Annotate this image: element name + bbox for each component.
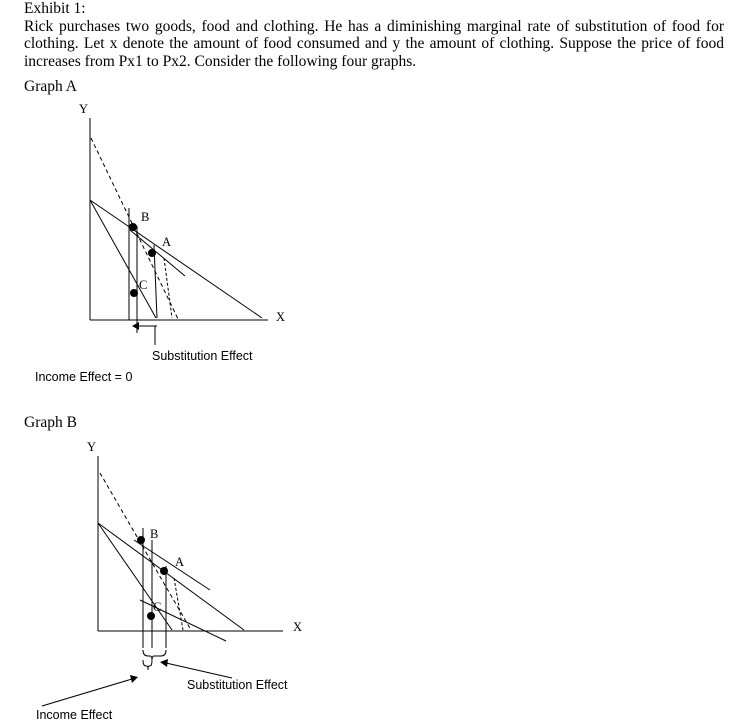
graph-a-dashed-vertical [164, 258, 172, 318]
graph-b-income-arrow-line [42, 679, 132, 706]
graph-b-income-arrow-head [130, 675, 138, 683]
exhibit-heading: Exhibit 1: [24, 0, 86, 17]
graph-b-substitution-arrow-head [160, 659, 168, 667]
graph-a-point-a [148, 249, 156, 257]
graph-b-label-a: A [175, 555, 185, 569]
exhibit-paragraph: Rick purchases two goods, food and clothing. He has a diminishing marginal rate of substitution of food for clothing. Let x denote the amount of food consumed and y the amount of clothing. Suppose the price of food increases from Px1 to Px2. Consider the following four graphs. [24, 17, 724, 70]
graph-a-point-b [129, 223, 137, 231]
graph-b-tangent-a [134, 540, 210, 590]
graph-b-budget-line-1 [98, 523, 244, 630]
graph-b-title: Graph B [24, 414, 77, 431]
graph-b-substitution-label: Substitution Effect [187, 678, 288, 692]
graph-a-label-c: C [139, 278, 148, 292]
graph-a [35, 102, 285, 384]
graph-a-substitution-label: Substitution Effect [152, 349, 253, 363]
graph-a-point-c [130, 289, 138, 297]
graph-a-tangent-a [130, 230, 185, 276]
graph-b [36, 440, 302, 722]
graph-b-dashed-vertical [174, 578, 183, 630]
graph-b-label-b: B [150, 527, 159, 541]
graph-a-y-axis-label: Y [79, 102, 89, 116]
graph-a-label-a: A [162, 235, 172, 249]
graph-b-brace-lower [143, 660, 152, 670]
graph-b-y-axis-label: Y [87, 440, 97, 454]
graph-b-label-c: C [153, 600, 162, 614]
graph-a-income-label: Income Effect = 0 [35, 370, 133, 384]
graph-b-substitution-arrow-line [166, 663, 232, 678]
graph-b-x-axis-label: X [293, 620, 303, 634]
graph-a-title: Graph A [24, 78, 77, 95]
graph-a-budget-line-1 [90, 200, 262, 318]
graph-b-dashed-budget-line [100, 473, 191, 630]
graph-a-substitution-arrow-head [132, 322, 139, 330]
graph-b-point-a [160, 567, 168, 575]
graph-a-x-axis-label: X [276, 310, 286, 324]
graph-b-brace-upper [143, 650, 166, 660]
graph-b-point-b [137, 536, 145, 544]
graph-b-income-label: Income Effect [36, 708, 113, 722]
graph-a-label-b: B [141, 210, 150, 224]
